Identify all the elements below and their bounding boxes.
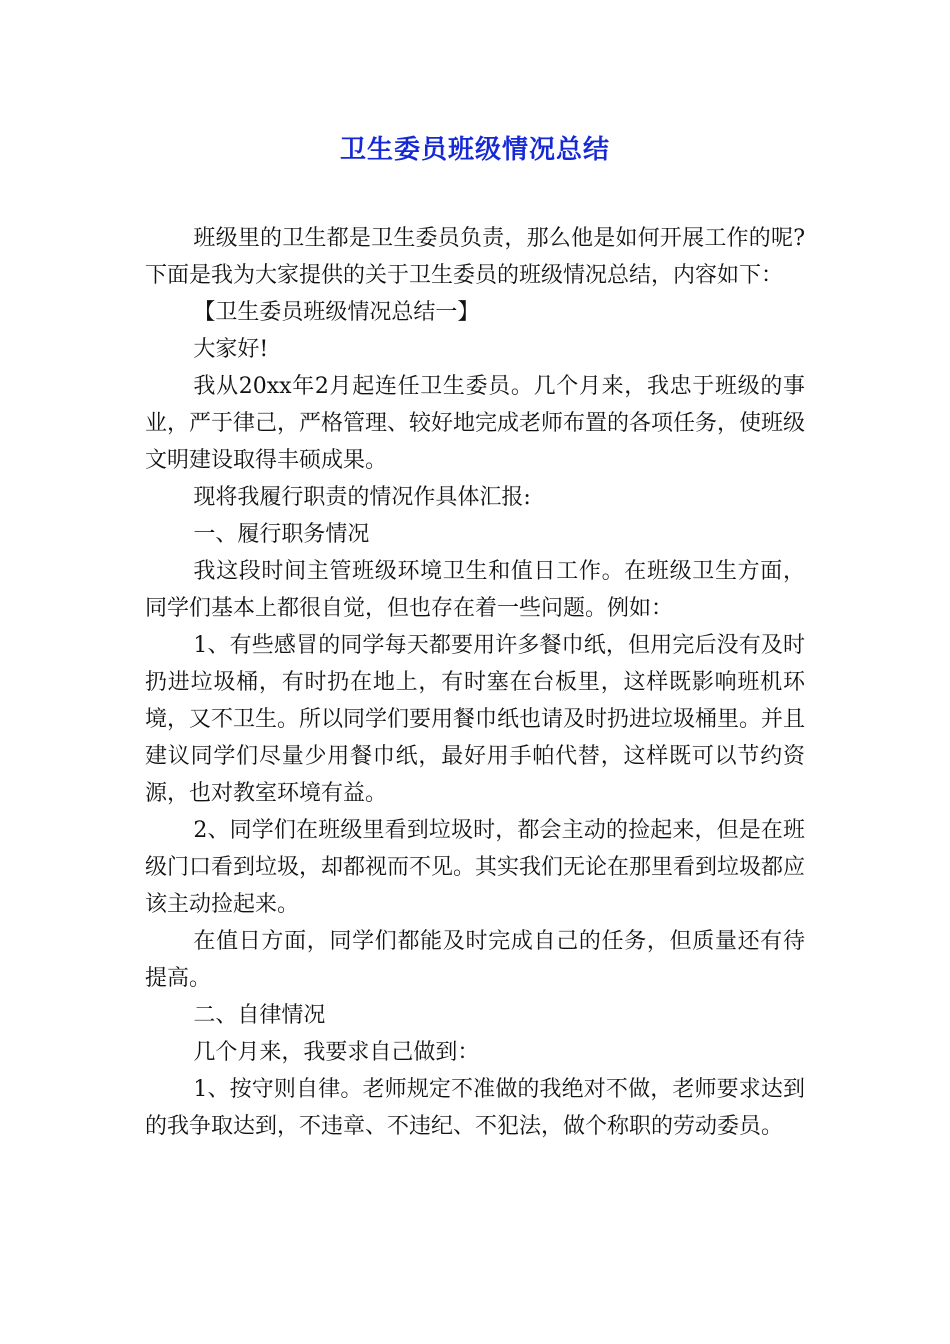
paragraph-heading-self-discipline: 二、自律情况 — [193, 1003, 326, 1028]
paragraph-section-heading: 【卫生委员班级情况总结一】 — [193, 300, 480, 325]
paragraph-duties: 我这段时间主管班级环境卫生和值日工作。在班级卫生方面，同学们基本上都很自觉，但也存在着一些问题。例如： — [145, 559, 805, 621]
paragraph-self-discipline-intro: 几个月来，我要求自己做到： — [193, 1040, 480, 1065]
paragraph-report-intro: 现将我履行职责的情况作具体汇报: — [193, 485, 531, 510]
paragraph-heading-duties: 一、履行职务情况 — [193, 522, 370, 547]
paragraph-intro: 班级里的卫生都是卫生委员负责，那么他是如何开展工作的呢?下面是我为大家提供的关于卫生委员的班级情况总结，内容如下： — [145, 226, 805, 288]
document-title: 卫生委员班级情况总结 — [339, 135, 610, 165]
paragraph-issue-2: 2、同学们在班级里看到垃圾时，都会主动的捡起来，但是在班级门口看到垃圾，却都视而不见。其实我们无论在那里看到垃圾都应该主动捡起来。 — [145, 818, 806, 917]
paragraph-self-discipline-1: 1、按守则自律。老师规定不准做的我绝对不做，老师要求达到的我争取达到，不违章、不违纪、不犯法，做个称职的劳动委员。 — [145, 1077, 805, 1139]
paragraph-term: 我从20xx年2月起连任卫生委员。几个月来，我忠于班级的事业，严于律己，严格管理、较好地完成老师布置的各项任务，使班级文明建设取得丰硕成果。 — [145, 374, 806, 473]
document-body — [145, 220, 805, 1145]
paragraph-greeting: 大家好! — [193, 337, 269, 362]
paragraph-issue-1: 1、有些感冒的同学每天都要用许多餐巾纸，但用完后没有及时扔进垃圾桶，有时扔在地上，有时塞在台板里，这样既影响班机环境，又不卫生。所以同学们要用餐巾纸也请及时扔进垃圾桶里。并且建议同学们尽量少用餐巾纸，最好用手帕代替，这样既可以节约资源，也对教室环境有益。 — [145, 633, 806, 806]
paragraph-duty-quality: 在值日方面，同学们都能及时完成自己的任务，但质量还有待提高。 — [145, 929, 805, 991]
